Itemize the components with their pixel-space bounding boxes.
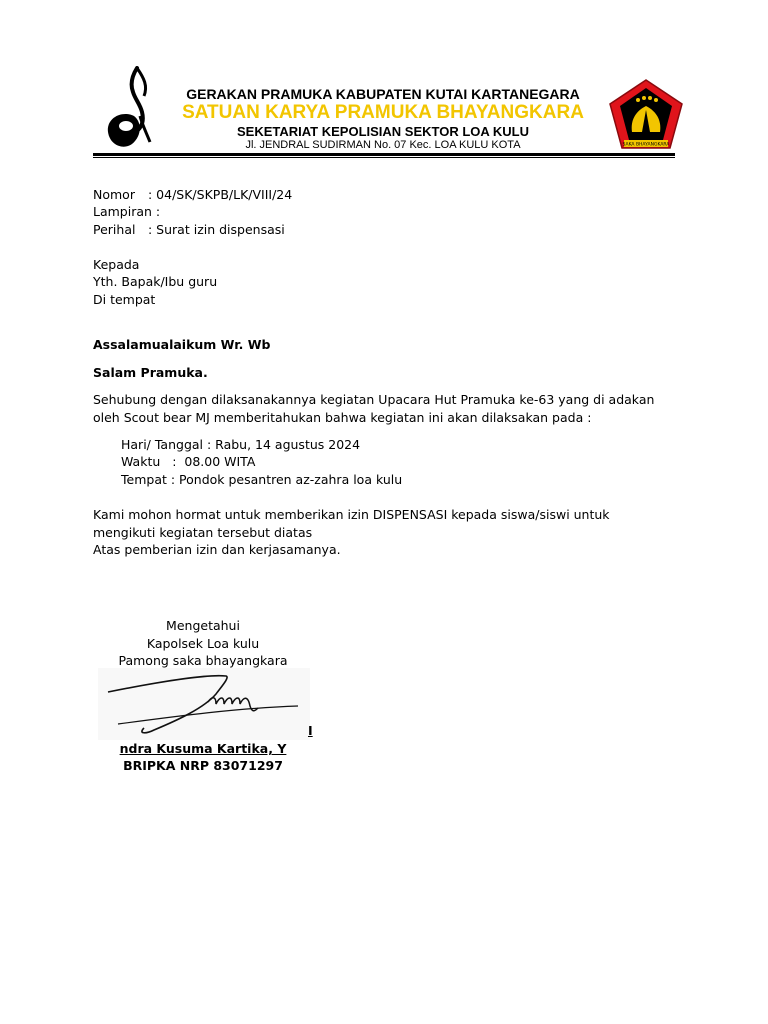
handwritten-signature	[98, 668, 310, 740]
header-rule-thin	[93, 157, 675, 158]
nomor-label: Nomor	[93, 187, 135, 202]
detail-tempat: Tempat : Pondok pesantren az-zahra loa kulu	[121, 472, 403, 487]
thanks-line: Atas pemberian izin dan kerjasamanya.	[93, 542, 341, 557]
salam-pramuka: Salam Pramuka.	[93, 365, 208, 380]
nomor-value: : 04/SK/SKPB/LK/VIII/24	[148, 187, 293, 202]
letterhead-org: GERAKAN PRAMUKA KABUPATEN KUTAI KARTANEGARA	[186, 86, 580, 102]
pramuka-logo	[104, 66, 154, 150]
perihal-label: Perihal	[93, 222, 136, 237]
detail-waktu: Waktu : 08.00 WITA	[121, 454, 256, 469]
letterhead-address: Jl. JENDRAL SUDIRMAN No. 07 Kec. LOA KULU KOTA	[245, 139, 521, 151]
emblem-banner-text: SAKA BHAYANGKARA	[622, 142, 670, 148]
sign-position: Kapolsek Loa kulu	[146, 636, 260, 651]
recipient-place: Di tempat	[93, 292, 156, 307]
recipient-kepada: Kepada	[93, 257, 140, 272]
signatory-name: ndra Kusuma Kartika, Y	[119, 741, 287, 756]
letterhead-secretariat: SEKETARIAT KEPOLISIAN SEKTOR LOA KULU	[236, 124, 530, 139]
request-paragraph: Kami mohon hormat untuk memberikan izin DISPENSASI kepada siswa/siswi untuk mengikuti kegiatan tersebut diatas	[93, 507, 610, 540]
stray-initial: I	[308, 723, 313, 738]
letterhead-unit: SATUAN KARYA PRAMUKA BHAYANGKARA	[182, 102, 584, 123]
header-rule-thick	[93, 153, 675, 156]
recipient-name: Yth. Bapak/Ibu guru	[93, 274, 218, 289]
detail-hari-tanggal: Hari/ Tanggal : Rabu, 14 agustus 2024	[121, 437, 361, 452]
sign-role: Pamong saka bhayangkara	[118, 653, 288, 668]
perihal-value: : Surat izin dispensasi	[148, 222, 285, 237]
signatory-rank: BRIPKA NRP 83071297	[123, 758, 283, 773]
saka-bhayangkara-emblem	[608, 78, 684, 150]
intro-paragraph: Sehubung dengan dilaksanakannya kegiatan Upacara Hut Pramuka ke-63 yang di adakan oleh Scout bear MJ memberitahukan bahwa kegiatan ini akan dilaksakan pada :	[93, 392, 655, 425]
sign-mengetahui: Mengetahui	[166, 618, 240, 633]
greeting: Assalamualaikum Wr. Wb	[93, 337, 271, 352]
lampiran-label: Lampiran :	[93, 204, 161, 219]
